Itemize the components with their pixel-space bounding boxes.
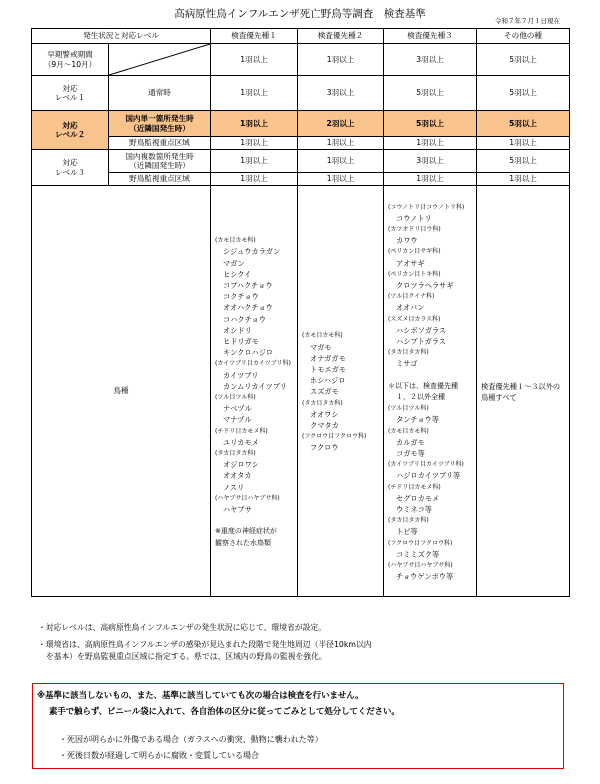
taxon-label: (ツル目クイナ科): [388, 293, 435, 301]
value-cell: 1羽以上: [298, 173, 384, 186]
row-label-early-warning: 早期警戒期間 （9月～10月）: [32, 44, 109, 76]
warning-line-2: 素手で触らず、ビニール袋に入れて、各自治体の区分に従ってごみとして処分してください。: [49, 706, 400, 716]
taxon-label: (ツル目ツル科): [215, 394, 256, 401]
value-cell: 1羽以上: [477, 173, 570, 186]
species-item: ウミネコ等: [396, 505, 432, 515]
value-cell: 3羽以上: [384, 44, 477, 76]
species-item: トモエガモ: [310, 364, 346, 374]
species-item: ノスリ: [223, 482, 245, 492]
species-item: コミミズク等: [396, 549, 440, 559]
value-cell: 5羽以上: [477, 150, 570, 173]
value-cell: 3羽以上: [384, 150, 477, 173]
warning-bullet-trauma: ・死因が明らかに外傷である場合（ガラスへの衝突、動物に襲われた等）: [59, 735, 323, 744]
species-item: オシドリ: [223, 325, 252, 335]
warning-bullet-decay: ・死後日数が経過して明らかに腐敗・変質している場合: [59, 751, 259, 760]
species-item: ホシハジロ: [310, 376, 346, 386]
spacer: [215, 515, 297, 526]
taxon-label: (タカ目タカ科): [302, 399, 343, 407]
note-level: ・対応レベルは、高病原性鳥インフルエンザの発生状況に応じて、環境省が設定。: [38, 623, 327, 632]
value-cell: 1羽以上: [211, 150, 298, 173]
species-list-priority-1: [211, 186, 298, 597]
note-zone: [38, 639, 563, 663]
diagonal-cell: [109, 44, 211, 76]
species-item: セグロカモメ: [396, 493, 440, 503]
warning-box: [32, 683, 564, 769]
taxon-label: (チドリ目カモメ科): [388, 483, 441, 491]
species-item: クマタカ: [310, 421, 339, 430]
value-cell: 5羽以上: [477, 44, 570, 76]
species-item: ハシブトガラス: [396, 336, 446, 346]
taxon-label: (カイツブリ目カイツブリ科): [215, 360, 291, 368]
header-other: その他の種: [477, 29, 570, 44]
row-label-level-3: 対応 レベル３: [32, 150, 109, 186]
species-item: コガモ等: [396, 449, 425, 459]
taxon-label: (カモ目カモ科): [215, 237, 256, 245]
taxon-label: (タカ目タカ科): [388, 349, 429, 357]
species-item: オオワシ: [310, 409, 339, 419]
taxon-label: (ペリカン目サギ科): [388, 248, 441, 256]
taxon-label: (カイツブリ目カイツブリ科): [388, 461, 464, 469]
species-note: １，２以外全種: [396, 393, 445, 401]
species-note: ＊以下は、検査優先種: [388, 381, 458, 390]
value-cell: 1羽以上: [298, 137, 384, 150]
taxon-label: (タカ目タカ科): [388, 517, 429, 525]
species-item: マガン: [223, 258, 245, 268]
header-priority-2: 検査優先種２: [298, 29, 384, 44]
sub-label-multiple-outbreak: 国内複数箇所発生時 （近隣国発生時）: [109, 150, 211, 173]
value-cell: 1羽以上: [298, 44, 384, 76]
species-note: 観察された水鳥類: [215, 538, 271, 547]
species-label: 鳥種: [32, 186, 211, 597]
header-situation: 発生状況と対応レベル: [32, 29, 211, 44]
taxon-label: (スズメ目カラス科): [388, 315, 441, 323]
value-cell: 5羽以上: [384, 76, 477, 111]
species-item: マナヅル: [223, 415, 252, 425]
note-zone-line-2: を基本）を野鳥監視重点区域に指定する。県では、区域内の野鳥の監視を強化。: [46, 652, 327, 661]
page-title: 高病原性鳥インフルエンザ死亡野鳥等調査 検査基準: [174, 8, 426, 20]
taxon-label: (ハヤブサ目ハヤブサ科): [215, 494, 280, 502]
taxon-label: (カモ目カモ科): [302, 332, 343, 340]
species-item: ミサゴ: [396, 359, 418, 369]
species-item: カルガモ: [396, 437, 425, 447]
species-item: ハヤブサ: [223, 505, 252, 515]
value-cell: 1羽以上: [384, 173, 477, 186]
species-item: ナベヅル: [223, 404, 252, 414]
notes: [38, 622, 563, 668]
species-item: ヒシクイ: [223, 269, 252, 279]
header-priority-1: 検査優先種１: [211, 29, 298, 44]
species-item: コクチョウ: [223, 292, 259, 302]
sub-label-normal: 通常時: [109, 76, 211, 111]
value-cell: 5羽以上: [384, 111, 477, 137]
taxon-label: (フクロウ目フクロウ科): [302, 433, 367, 441]
value-cell: 1羽以上: [211, 111, 298, 137]
taxon-label: (カモ目カモ科): [388, 427, 429, 435]
species-item: ハジロカイツブリ等: [396, 471, 461, 481]
taxon-label: (ペリカン目トキ科): [388, 270, 441, 278]
row-label-level-2: 対応 レベル２: [32, 111, 109, 150]
species-item: キンクロハジロ: [223, 348, 274, 358]
sub-label-monitoring-zone: 野鳥監視重点区域: [109, 173, 211, 186]
taxon-label: (コウノトリ目コウノトリ科): [388, 203, 465, 211]
value-cell: 1羽以上: [298, 150, 384, 173]
warning-line-1: ※基準に該当しないもの、また、基準に該当していても次の場合は検査を行いません。: [37, 690, 364, 700]
other-species-text: 検査優先種１～３以外の鳥種すべて: [481, 381, 561, 402]
species-item: オオバン: [396, 303, 425, 313]
date-stamp: 令和７年７月１日現在: [495, 17, 560, 25]
sub-label-single-outbreak: 国内単一箇所発生時 （近隣国発生時）: [109, 111, 211, 137]
criteria-table: [31, 28, 570, 597]
species-list-priority-2: [298, 186, 384, 597]
spacer: [388, 370, 476, 381]
value-cell: 2羽以上: [298, 111, 384, 137]
species-item: オオハクチョウ: [223, 303, 273, 313]
taxon-label: (カツオドリ目ウ科): [388, 225, 441, 233]
species-item: カイツブリ: [223, 370, 259, 380]
species-item: オナガガモ: [310, 353, 346, 363]
species-item: オオタカ: [223, 471, 252, 481]
taxon-label: (タカ目タカ科): [215, 450, 256, 458]
note-zone-line-1: ・環境省は、高病原性鳥インフルエンザの感染が見込まれた段階で発生地周辺（半径10km以内: [38, 640, 372, 649]
row-label-level-1: 対応 レベル１: [32, 76, 109, 111]
value-cell: 3羽以上: [298, 76, 384, 111]
species-list-other: [477, 186, 570, 597]
value-cell: 1羽以上: [211, 76, 298, 111]
species-item: カンムリカイツブリ: [223, 381, 287, 391]
value-cell: 5羽以上: [477, 111, 570, 137]
value-cell: 1羽以上: [477, 137, 570, 150]
species-item: タンチョウ等: [396, 415, 439, 425]
species-item: シジュウカラガン: [223, 247, 281, 257]
taxon-label: (チドリ目カモメ科): [215, 427, 268, 435]
species-item: チョウゲンボウ等: [396, 572, 454, 582]
species-note: ※重度の神経症状が: [215, 527, 277, 536]
value-cell: 1羽以上: [211, 44, 298, 76]
species-item: コブハクチョウ: [223, 280, 273, 290]
species-item: トビ等: [396, 527, 418, 537]
species-item: オジロワシ: [223, 460, 259, 470]
species-item: コハクチョウ: [223, 314, 266, 324]
species-item: ユリカモメ: [223, 437, 259, 447]
species-item: フクロウ: [310, 443, 339, 453]
species-item: カワウ: [396, 236, 418, 246]
taxon-label: (フクロウ目フクロウ科): [388, 539, 453, 547]
species-list-priority-3: [384, 186, 477, 597]
taxon-label: (ツル目ツル科): [388, 405, 429, 413]
taxon-label: (ハヤブサ目ハヤブサ科): [388, 562, 453, 570]
species-item: マガモ: [310, 342, 332, 352]
species-item: アオサギ: [396, 258, 425, 268]
value-cell: 1羽以上: [211, 137, 298, 150]
species-item: クロツラヘラサギ: [396, 280, 454, 290]
species-item: スズガモ: [310, 387, 339, 397]
header-priority-3: 検査優先種３: [384, 29, 477, 44]
sub-label-monitoring-zone: 野鳥監視重点区域: [109, 137, 211, 150]
species-item: ハシボソガラス: [396, 325, 447, 335]
value-cell: 1羽以上: [384, 137, 477, 150]
value-cell: 5羽以上: [477, 76, 570, 111]
species-item: コウノトリ: [396, 213, 432, 223]
value-cell: 1羽以上: [211, 173, 298, 186]
species-item: ヒドリガモ: [223, 336, 259, 346]
